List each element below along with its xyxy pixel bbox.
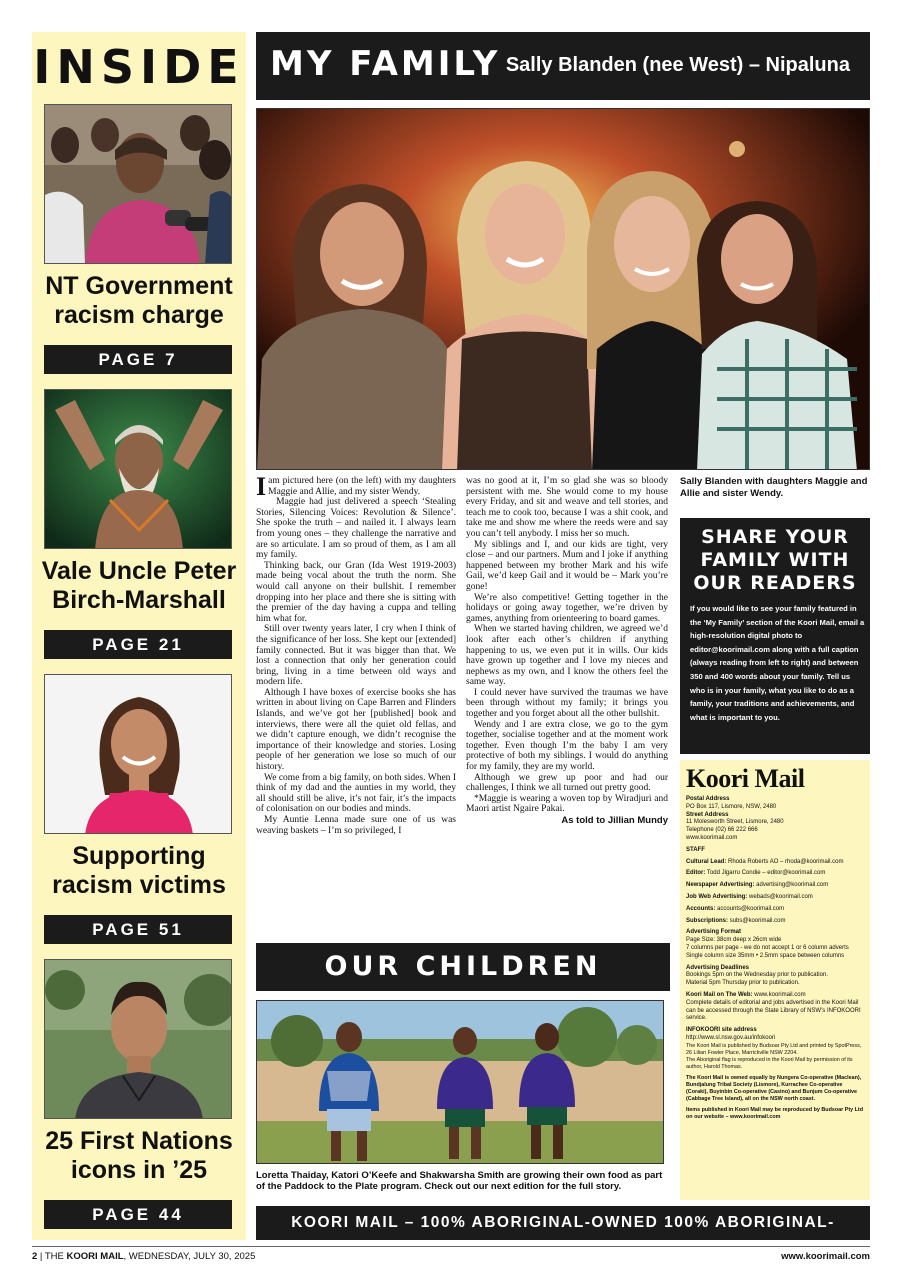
footer-divider — [32, 1246, 870, 1247]
staff-heading: STAFF — [686, 846, 705, 853]
koori-mail-logo: Koori Mail — [686, 764, 805, 793]
family-photo[interactable] — [256, 108, 870, 470]
story-headline[interactable]: Supporting racism victims — [52, 842, 226, 899]
postal-heading: Postal Address — [686, 796, 730, 802]
section-title: MY FAMILY — [270, 44, 501, 84]
website[interactable]: www.koorimail.com — [686, 834, 738, 841]
article-column-1 — [256, 472, 456, 836]
story-page-tag[interactable]: PAGE 21 — [44, 630, 232, 659]
article-paragraph: My Auntie Lenna made sure one of us was weaving baskets – I’m so privileged, I — [256, 815, 456, 836]
staff-row: Subscriptions: subs@koorimail.com — [686, 917, 786, 924]
article-paragraph: My siblings and I, and our kids are tight, very close – and our partners. Mum and I joke if anything happened between my brother Mark and his wife Gail, we’d keep Gail and it would be – Mark you’re gone! — [466, 539, 668, 592]
family-photo-caption: Sally Blanden with daughters Maggie and Allie and sister Wendy. — [680, 476, 868, 499]
inside-sidebar — [32, 32, 246, 1240]
article-paragraph: Iam pictured here (on the left) with my daughters Maggie and Allie, and my sister Wendy. — [256, 472, 456, 501]
uncle-peter-photo[interactable] — [44, 389, 232, 549]
story-headline[interactable]: NT Government racism charge — [45, 272, 233, 329]
article-paragraph: I could never have survived the traumas we have been through without my family; it brings you together and you forget about all the other bullshit. — [466, 687, 668, 720]
paper-name: KOORI MAIL — [66, 1251, 124, 1262]
staff-row: Newspaper Advertising: advertising@koorimail.com — [686, 882, 829, 889]
article-paragraph: Wendy and I are extra close, we go to the gym together, socialise together and at the moment work together. Even though I’m the baby I am very protective of both my siblings. I would do anything for my family, they are my world. — [466, 719, 668, 773]
share-title: SHARE YOUR FAMILY WITH OUR READERS — [693, 526, 857, 594]
street-heading: Street Address — [686, 811, 729, 818]
staff-row: Accounts: accounts@koorimail.com — [686, 905, 785, 912]
infokoori-url[interactable]: http://www.sl.nsw.gov.au/infokoori — [686, 1034, 776, 1041]
article-paragraph: When we started having children, we agreed we’d look after each other’s children if anything happening to us, we even put it in wills. Our kids have grown up together and I love my nieces and nephews as my own, and I know the others feel the same way. — [466, 624, 668, 688]
first-nations-icons-photo[interactable] — [44, 959, 232, 1119]
infokoori-heading: INFOKOORI site address — [686, 1027, 757, 1034]
ownership-text: The Koori Mail is owned equally by Nungera Co-operative (Maclean), Bundjalung Tribal Society (Lismore), Kurrachee Co-operative (Coraki), Buyinbin Co-operative (Casino) and Bunjum Co-operative (Cabbage Tree Island), all on the NSW north coast. — [686, 1074, 862, 1102]
story-headline[interactable]: Vale Uncle Peter Birch-Marshall — [41, 557, 237, 614]
ownership-banner: KOORI MAIL – 100% ABORIGINAL-OWNED 100% ABORIGINAL-CONTROLLED — [256, 1206, 870, 1240]
article-paragraph: was no good at it, I’m so glad she was so bloody persistent with me. She would come to my house every Friday, and sit and weave and tell stories, and teach me to cook too, because I was a shit cook, and take me and show me where the reeds were and say you can’t tell anybody. I miss her so much. — [466, 476, 668, 539]
supporting-victims-photo[interactable] — [44, 674, 232, 834]
adformat-line: Page Size: 38cm deep x 26cm wide — [686, 937, 782, 944]
byline: As told to Jillian Mundy — [561, 815, 668, 826]
children-caption: Loretta Thaiday, Katori O’Keefe and Shakwarsha Smith are growing their own food as part of the Paddock to the Plate program. Check out our next edition for the full story. — [256, 1170, 663, 1192]
web-text: Complete details of editorial and jobs advertised in the Koori Mail can be accessed through the State Library of NSW’s INFOKOORI service. — [686, 999, 861, 1022]
article-paragraph: Still over twenty years later, I cry when I think of the significance of her loss. She kept our [extended] family connected. But it was bigger than that. We lost a connection that only her generation could bring, living in a time between old ways and modern life. — [256, 624, 456, 688]
share-text: If you would like to see your family featured in the ‘My Family’ section of the Koori Mail, email a high-resolution digital photo to editor@koorimail.com along with a full caption (always reading from left to right) and between 350 and 400 words about your family. Tell us who is in your family, what you like to do as a family, your traditions and achievements, and what is important to you. — [690, 604, 865, 722]
section-banner — [256, 32, 870, 100]
article-paragraph: Although I have boxes of exercise books she has written in about living on Cape Barren and Flinders Islands, and we’ve got her [published] book and interviews, there were all the quiet old fellas, and we didn’t capture enough, we didn’t recognise the importance of their knowledge and stories. Losing people of her generation we lose so much of our history. — [256, 687, 456, 773]
street-address: 11 Molesworth Street, Lismore, 2480 — [686, 819, 784, 826]
section-subtitle: Sally Blanden (nee West) – Nipaluna — [505, 54, 850, 76]
reproduction-text: Items published in Koori Mail may be reproduced by Budsoar Pty Ltd on our website – www.koorimail.com — [686, 1106, 864, 1120]
our-children-banner: OUR CHILDREN — [256, 943, 670, 991]
deadlines-heading: Advertising Deadlines — [686, 964, 750, 971]
adformat-heading: Advertising Format — [686, 929, 742, 936]
article-paragraph: Maggie had just delivered a speech ‘Stealing Stories, Silencing Voices: Revolution & Silence’. She spoke the truth – and nailed it. I always learn from young ones – they challenge the narrative and are so articulate. I am so proud of them, as I am all my family. — [256, 497, 456, 561]
printer-text: The Koori Mail is published by Budsoar Pty Ltd and printed by SpotPress, 26 Lilian Fowler Place, Marrickville NSW 2204. — [686, 1042, 862, 1056]
folio: 2 | THE KOORI MAIL, WEDNESDAY, JULY 30, 2025 — [32, 1251, 256, 1262]
staff-row: Editor: Todd Jigarru Condie – editor@koorimail.com — [686, 870, 826, 877]
story-page-tag[interactable]: PAGE 7 — [44, 345, 232, 374]
deadline-line: Material 5pm Thursday prior to publication. — [686, 980, 800, 987]
inside-title: INSIDE — [33, 40, 245, 94]
share-your-family-box — [680, 518, 870, 754]
story-page-tag[interactable]: PAGE 44 — [44, 1200, 232, 1229]
adformat-line: Single column size 35mm • 2.5mm space between columns — [686, 952, 845, 959]
deadline-line: Bookings 5pm on the Wednesday prior to publication. — [686, 972, 828, 979]
telephone: Telephone (02) 66 222 666 — [686, 827, 758, 834]
postal-address: PO Box 117, Lismore, NSW, 2480 — [686, 803, 777, 810]
article-paragraph: *Maggie is wearing a woven top by Wiradjuri and Maori artist Ngaire Pakai. — [466, 793, 668, 815]
nt-government-photo[interactable] — [44, 104, 232, 264]
adformat-line: 7 columns per page - we do not accept 1 or 6 column adverts — [686, 944, 849, 951]
article-paragraph: Thinking back, our Gran (Ida West 1919-2003) made being vocal about the truth the norm. She would call anyone on their bullshit. I remember dropping into her place and there she is sitting with the premier of the day having a cuppa and telling him what for. — [256, 560, 456, 624]
article-paragraph: We’re also competitive! Getting together in the holidays or going away together, we’re driven by games, anything from orienteering to board games. — [466, 592, 668, 624]
staff-row: Cultural Lead: Rhoda Roberts AO – rhoda@koorimail.com — [686, 858, 844, 865]
web-line: Koori Mail on The Web: www.koorimail.com — [686, 991, 806, 998]
story-page-tag[interactable]: PAGE 51 — [44, 915, 232, 944]
article-column-2 — [466, 476, 668, 827]
issue-date: , WEDNESDAY, JULY 30, 2025 — [123, 1251, 256, 1262]
article-paragraph: Although we grew up poor and had our challenges, I think we all turned out pretty good. — [466, 772, 668, 794]
drop-cap: I — [256, 472, 267, 501]
flag-text: The Aboriginal flag is reproduced in the Koori Mail by permission of its author, Harold Thomas. — [686, 1056, 853, 1070]
page-number: 2 — [32, 1251, 38, 1262]
masthead-info-box — [680, 760, 870, 1200]
article-paragraph: We come from a big family, on both sides. When I think of my dad and the aunties in my world, they all should still be alive, it’s not fair, it’s the impacts of colonisation on our bodies and minds. — [256, 772, 456, 815]
footer-url[interactable]: www.koorimail.com — [781, 1251, 870, 1262]
story-headline[interactable]: 25 First Nations icons in ’25 — [45, 1127, 233, 1184]
children-photo[interactable] — [256, 1000, 664, 1164]
staff-row: Job Web Advertising: webads@koorimail.com — [686, 893, 813, 900]
